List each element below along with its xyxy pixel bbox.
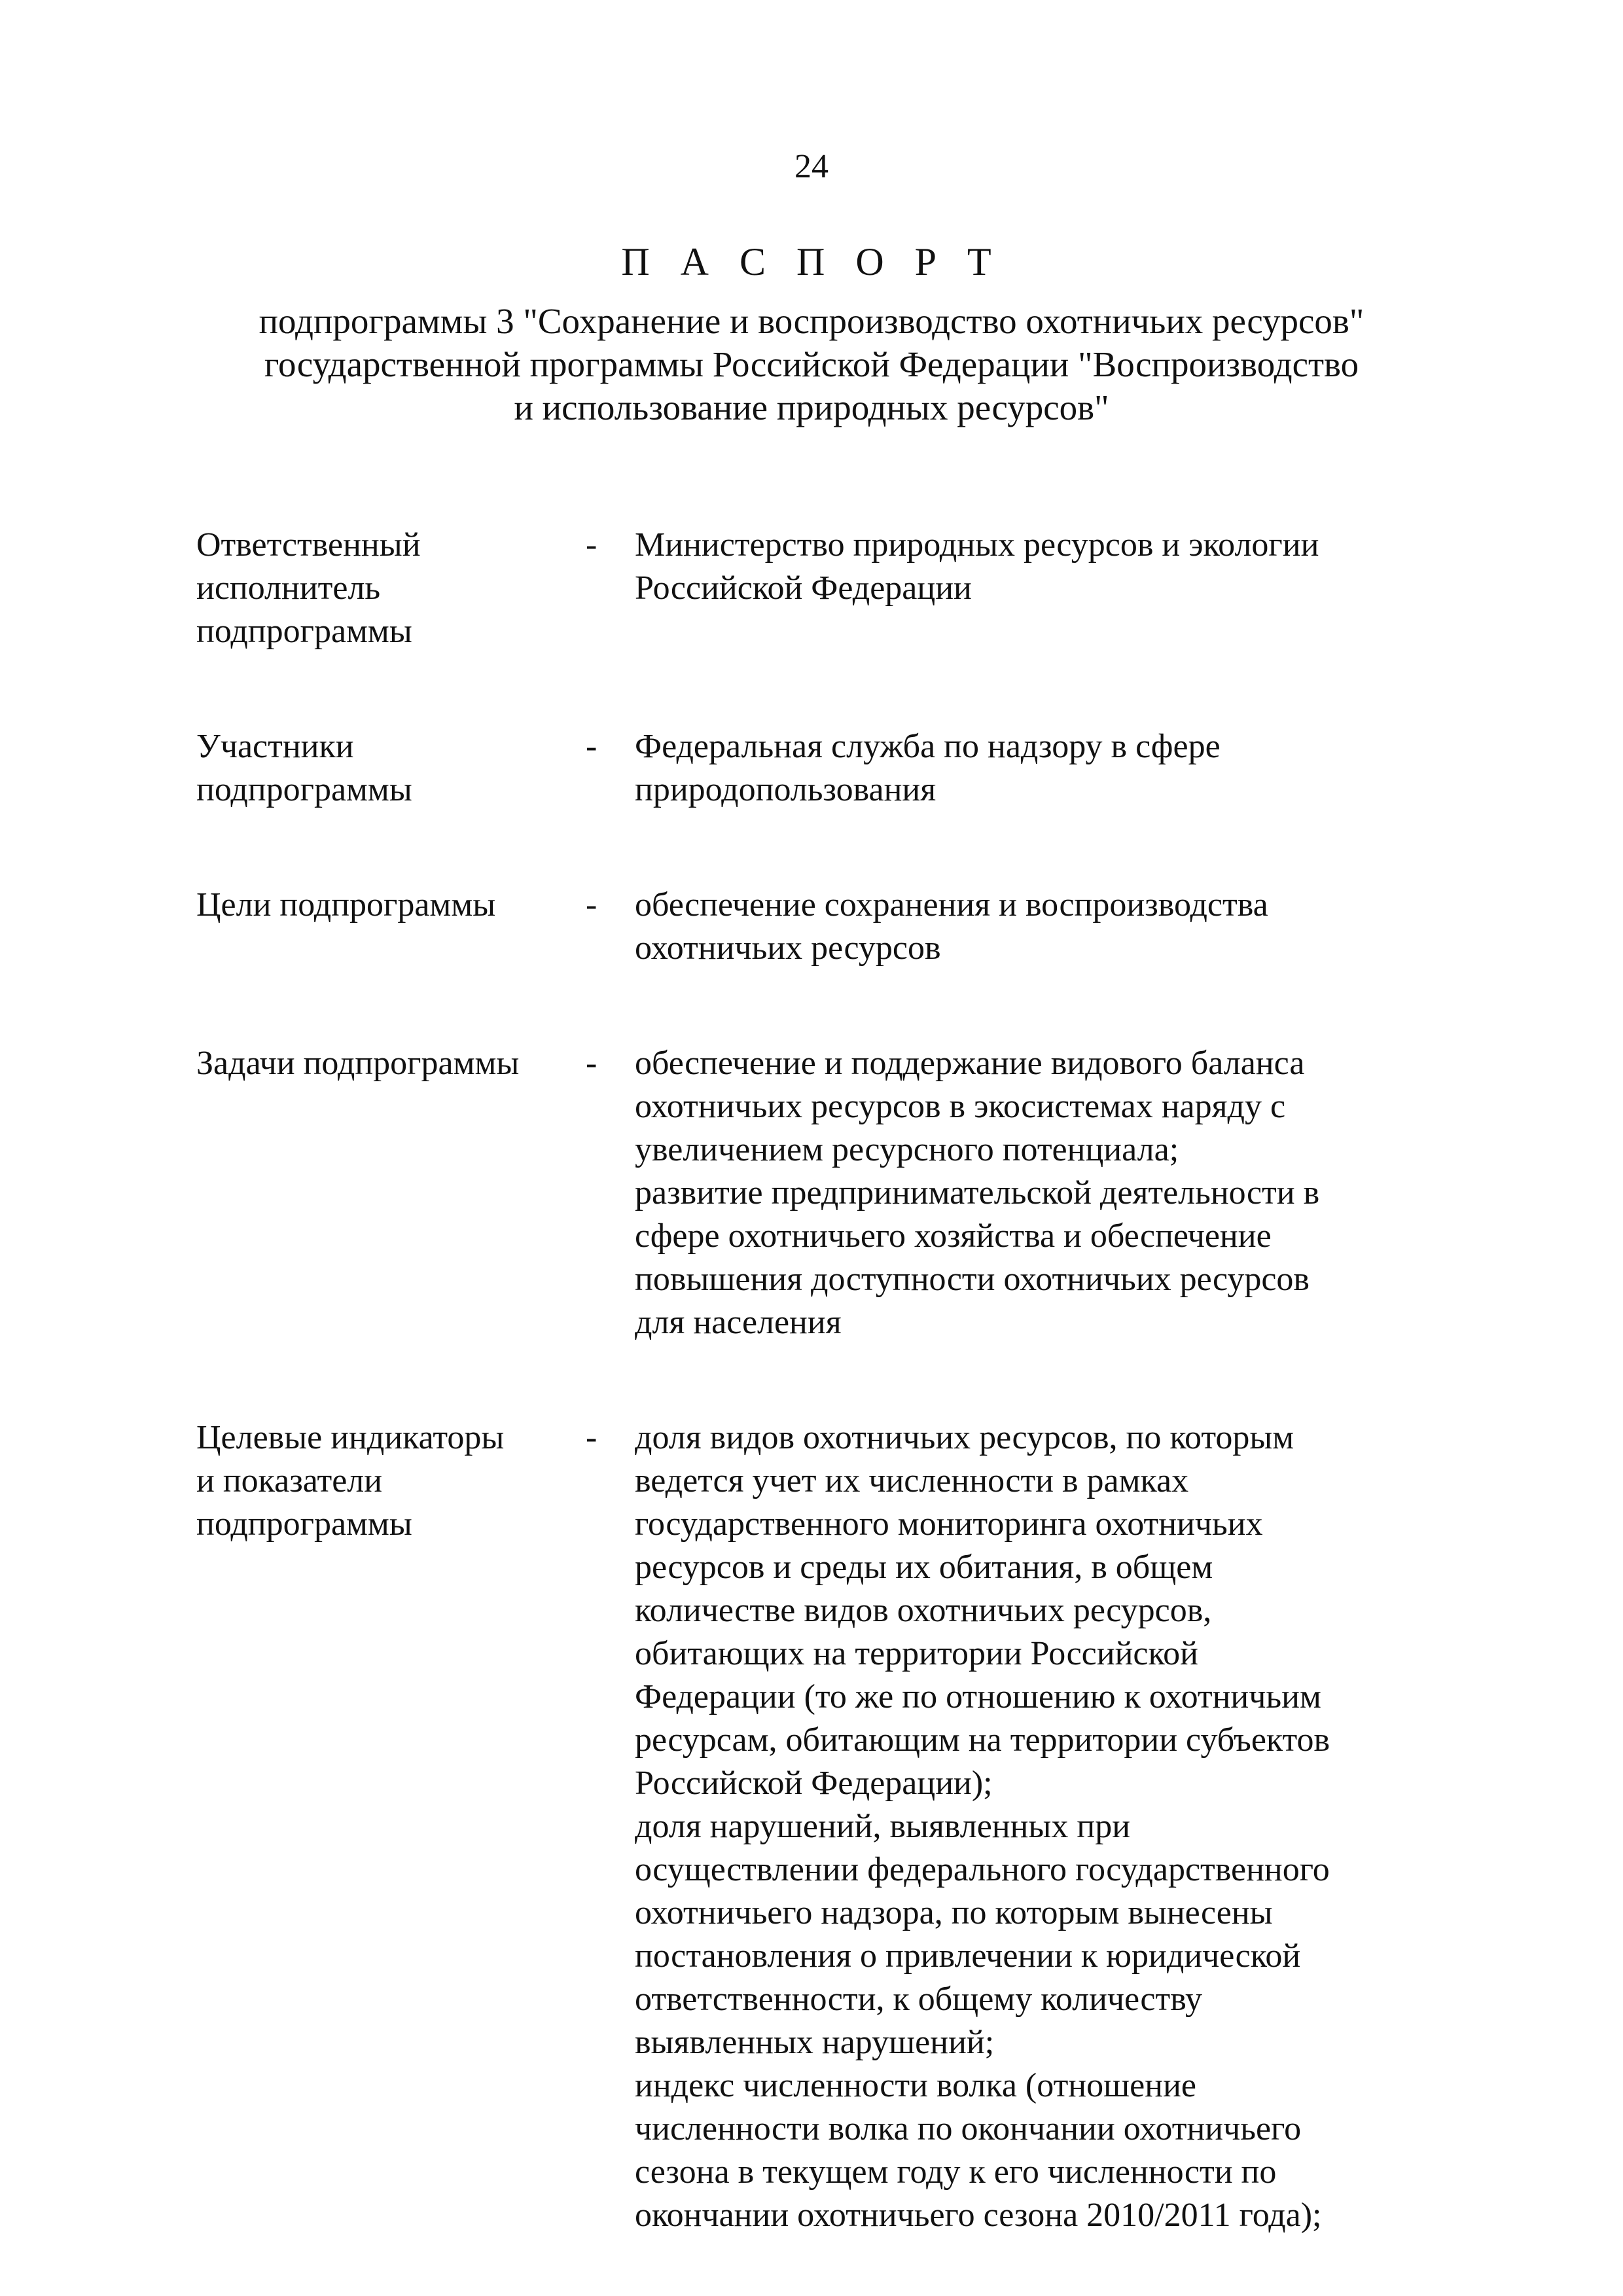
document-subtitle bbox=[157, 300, 1466, 429]
row-dash: - bbox=[586, 526, 597, 564]
row-dash: - bbox=[586, 886, 597, 924]
row-label: Участники подпрограммы bbox=[196, 728, 412, 808]
row-value: Федеральная служба по надзору в сфере природопользования bbox=[635, 728, 1221, 808]
document-title: П А С П О Р Т bbox=[621, 240, 1002, 283]
row-value: обеспечение сохранения и воспроизводства охотничьих ресурсов bbox=[635, 886, 1268, 967]
row-label: Цели подпрограммы bbox=[196, 886, 496, 924]
passport-row-indicators bbox=[196, 1416, 1459, 2237]
page-number: 24 bbox=[794, 148, 829, 185]
row-value: Министерство природных ресурсов и экологии Российской Федерации bbox=[635, 526, 1319, 607]
row-dash: - bbox=[586, 1045, 597, 1082]
passport-row-participants bbox=[196, 725, 1459, 812]
row-label: Задачи подпрограммы bbox=[196, 1045, 520, 1082]
passport-table bbox=[196, 524, 1459, 2237]
row-value: доля видов охотничьих ресурсов, по которым ведется учет их численности в рамках государственного мониторинга охотничьих ресурсов и среды их обитания, в общем количестве видов охотничьих ресурсов, обитающих на территории Российской Федерации (то же по отношению к охотничьим ресурсам, обитающим на территории субъектов Российской Федерации); доля нарушений, выявленных при осуществлении федерального государственного охотничьего надзора, по которым вынесены постановления о привлечении к юридической ответственности, к общему количеству выявленных нарушений; индекс численности волка (отношение численности волка по окончании охотничьего сезона в текущем году к его численности по окончании охотничьего сезона 2010/2011 года); bbox=[635, 1419, 1330, 2234]
subtitle-line: и использование природных ресурсов" bbox=[514, 387, 1109, 427]
subtitle-line: государственной программы Российской Федерации "Воспроизводство bbox=[264, 344, 1359, 384]
row-label: Ответственный исполнитель подпрограммы bbox=[196, 526, 421, 650]
row-label: Целевые индикаторы и показатели подпрограммы bbox=[196, 1419, 505, 1543]
row-dash: - bbox=[586, 728, 597, 765]
subtitle-line: подпрограммы 3 "Сохранение и воспроизводство охотничьих ресурсов" bbox=[259, 301, 1364, 341]
passport-row-responsible bbox=[196, 524, 1459, 653]
row-dash: - bbox=[586, 1419, 597, 1456]
row-value: обеспечение и поддержание видового баланса охотничьих ресурсов в экосистемах наряду с увеличением ресурсного потенциала; развитие предпринимательской деятельности в сфере охотничьего хозяйства и обеспечение повышения доступности охотничьих ресурсов для населения bbox=[635, 1045, 1320, 1341]
passport-row-tasks bbox=[196, 1042, 1459, 1344]
passport-row-goals bbox=[196, 884, 1459, 970]
